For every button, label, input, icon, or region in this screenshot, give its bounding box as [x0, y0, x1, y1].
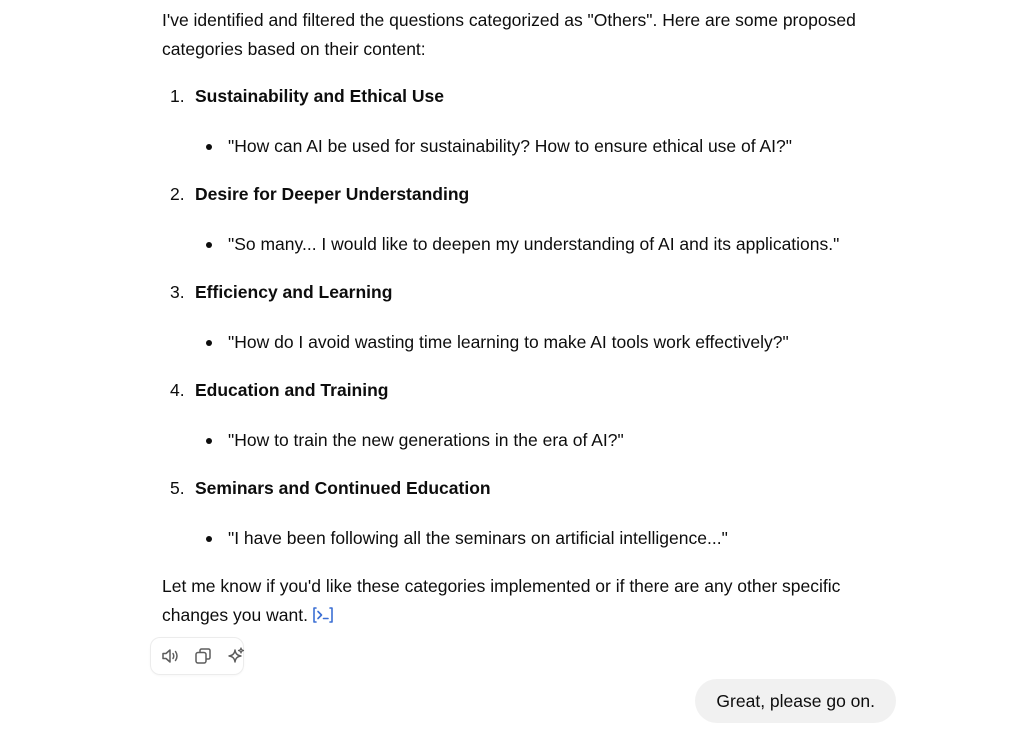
assistant-outro-text: Let me know if you'd like these categories implemented or if there are any other specific changes you want.	[162, 576, 841, 625]
message-action-bar	[150, 637, 244, 675]
chat-thread	[162, 6, 902, 630]
example-quote: "I have been following all the seminars on artificial intelligence..."	[195, 523, 902, 553]
example-quote: "How to train the new generations in the era of AI?"	[195, 425, 902, 455]
example-quote: "How do I avoid wasting time learning to make AI tools work effectively?"	[195, 327, 902, 357]
example-quote: "So many... I would like to deepen my understanding of AI and its applications."	[195, 229, 902, 259]
assistant-outro	[162, 572, 902, 630]
category-title: Sustainability and Ethical Use	[195, 86, 444, 106]
category-item	[162, 180, 902, 259]
category-title: Desire for Deeper Understanding	[195, 184, 470, 204]
example-list	[195, 131, 902, 161]
category-title: Efficiency and Learning	[195, 282, 393, 302]
category-item	[162, 278, 902, 357]
category-item	[162, 82, 902, 161]
example-list	[195, 327, 902, 357]
category-number: 3.	[170, 282, 185, 302]
sparkle-icon[interactable]	[226, 646, 246, 666]
category-number: 4.	[170, 380, 185, 400]
category-item	[162, 474, 902, 553]
user-message-text: Great, please go on.	[716, 691, 875, 711]
assistant-message	[162, 6, 902, 630]
assistant-intro: I've identified and filtered the questions categorized as "Others". Here are some proposed categories based on their content:	[162, 10, 856, 59]
category-title: Education and Training	[195, 380, 389, 400]
copy-icon[interactable]	[193, 646, 213, 666]
code-interpreter-icon[interactable]	[312, 604, 334, 622]
category-number: 5.	[170, 478, 185, 498]
category-item	[162, 376, 902, 455]
category-list	[162, 82, 902, 553]
category-number: 2.	[170, 184, 185, 204]
example-quote: "How can AI be used for sustainability? How to ensure ethical use of AI?"	[195, 131, 902, 161]
category-number: 1.	[170, 86, 185, 106]
example-list	[195, 425, 902, 455]
user-message-bubble	[695, 679, 896, 723]
example-list	[195, 523, 902, 553]
category-title: Seminars and Continued Education	[195, 478, 491, 498]
example-list	[195, 229, 902, 259]
speaker-icon[interactable]	[160, 646, 180, 666]
